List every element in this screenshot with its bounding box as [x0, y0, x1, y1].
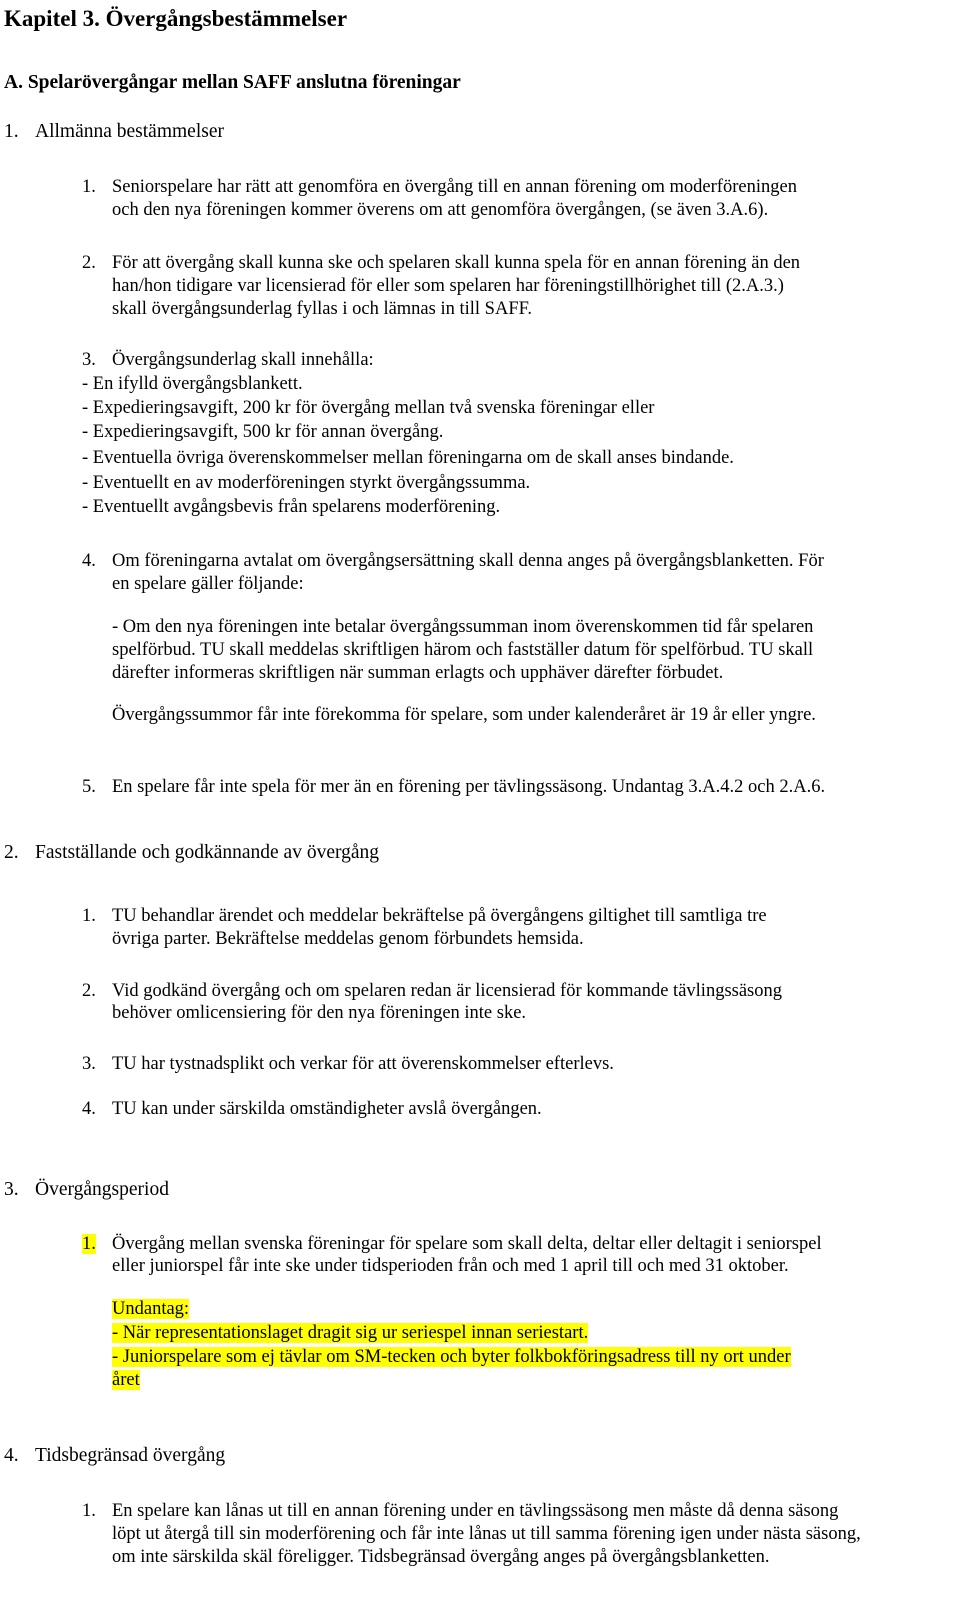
s1-item3-bullet5: - Eventuellt en av moderföreningen styrkt övergångssumma.	[82, 473, 531, 493]
s1-item4-line2: en spelare gäller följande:	[112, 574, 304, 594]
s1-item1-number: 1.	[82, 177, 96, 197]
s1-item3-lead: Övergångsunderlag skall innehålla:	[112, 350, 374, 370]
s1-item5-line1: En spelare får inte spela för mer än en förening per tävlingssäsong. Undantag 3.A.4.2 och 2.A.6.	[112, 777, 826, 797]
s2-item1-number: 1.	[82, 906, 96, 926]
s3-exception-line3	[112, 1369, 140, 1391]
section-1-number: 1.	[4, 121, 19, 142]
s3-exception-line2-text: - Juniorspelare som ej tävlar om SM-tecken och byter folkbokföringsadress till ny ort under	[112, 1347, 791, 1367]
s2-item2-line1: Vid godkänd övergång och om spelaren redan är licensierad för kommande tävlingssäsong	[112, 981, 783, 1001]
section-4-number: 4.	[4, 1445, 19, 1466]
s3-item1-number-highlight: 1.	[82, 1234, 96, 1254]
page-title: Kapitel 3. Övergångsbestämmelser	[4, 6, 348, 31]
s1-item2-number: 2.	[82, 253, 96, 273]
s4-item1-line1: En spelare kan lånas ut till en annan förening under en tävlingssäsong men måste då denna säsong	[112, 1501, 839, 1521]
s1-item3-number: 3.	[82, 350, 96, 370]
s1-item5-number: 5.	[82, 777, 96, 797]
s1-item2-line2: han/hon tidigare var licensierad för eller som spelaren har föreningstillhörighet till (2.A.3.)	[112, 276, 784, 296]
s1-item3-bullet4: - Eventuella övriga överenskommelser mellan föreningarna om de skall anses bindande.	[82, 448, 734, 468]
s1-item4-para1-line2: spelförbud. TU skall meddelas skriftligen härom och fastställer datum för spelförbud. TU skall	[112, 640, 814, 660]
s1-item2-line3: skall övergångsunderlag fyllas i och lämnas in till SAFF.	[112, 299, 533, 319]
s3-exception-line1-text: - När representationslaget dragit sig ur seriespel innan seriestart.	[112, 1323, 589, 1343]
s3-exception-line2	[112, 1346, 791, 1368]
s3-exception-title-text: Undantag:	[112, 1299, 190, 1319]
s1-item3-bullet3: - Expedieringsavgift, 500 kr för annan övergång.	[82, 422, 444, 442]
s1-item2-line1: För att övergång skall kunna ske och spelaren skall kunna spela för en annan förening än den	[112, 253, 801, 273]
section-3-heading: Övergångsperiod	[35, 1179, 169, 1200]
section-4-heading: Tidsbegränsad övergång	[35, 1445, 226, 1466]
s2-item3-line1: TU har tystnadsplikt och verkar för att överenskommelser efterlevs.	[112, 1054, 614, 1074]
section-2-number: 2.	[4, 842, 19, 863]
s3-item1-line2: eller juniorspel får inte ske under tidsperioden från och med 1 april till och med 31 oktober.	[112, 1256, 789, 1276]
s4-item1-line2: löpt ut återgå till sin moderförening och får inte lånas ut till samma förening igen under nästa säsong,	[112, 1524, 861, 1544]
s2-item2-line2: behöver omlicensiering för den nya föreningen inte ske.	[112, 1003, 527, 1023]
page-subtitle: A. Spelarövergångar mellan SAFF anslutna föreningar	[4, 72, 461, 93]
s2-item4-number: 4.	[82, 1099, 96, 1119]
s4-item1-line3: om inte särskilda skäl föreligger. Tidsbegränsad övergång anges på övergångsblanketten.	[112, 1547, 770, 1567]
s3-exception-line1	[112, 1322, 588, 1344]
section-2-heading: Fastställande och godkännande av övergång	[35, 842, 380, 863]
s1-item3-bullet2: - Expedieringsavgift, 200 kr för övergång mellan två svenska föreningar eller	[82, 398, 655, 418]
s2-item1-line1: TU behandlar ärendet och meddelar bekräftelse på övergångens giltighet till samtliga tre	[112, 906, 767, 926]
s1-item1-line1: Seniorspelare har rätt att genomföra en övergång till en annan förening om moderföreningen	[112, 177, 797, 197]
s2-item3-number: 3.	[82, 1054, 96, 1074]
s1-item3-bullet6: - Eventuellt avgångsbevis från spelarens moderförening.	[82, 497, 501, 517]
s1-item4-line1: Om föreningarna avtalat om övergångsersättning skall denna anges på övergångsblanketten. För	[112, 551, 824, 571]
s3-item1-line1: Övergång mellan svenska föreningar för spelare som skall delta, deltar eller deltagit i seniorspel	[112, 1234, 822, 1254]
s4-item1-number: 1.	[82, 1501, 96, 1521]
s2-item4-line1: TU kan under särskilda omständigheter avslå övergången.	[112, 1099, 542, 1119]
s1-item4-para1-line3: därefter informeras skriftligen när summan erlagts och upphäver därefter förbudet.	[112, 663, 724, 683]
s1-item1-line2: och den nya föreningen kommer överens om att genomföra övergången, (se även 3.A.6).	[112, 200, 769, 220]
section-3-number: 3.	[4, 1179, 19, 1200]
s2-item1-line2: övriga parter. Bekräftelse meddelas genom förbundets hemsida.	[112, 929, 584, 949]
s1-item4-para1-line1: - Om den nya föreningen inte betalar övergångssumman inom överenskommen tid får spelaren	[112, 617, 814, 637]
s1-item3-bullet1: - En ifylld övergångsblankett.	[82, 374, 303, 394]
s2-item2-number: 2.	[82, 981, 96, 1001]
s1-item4-number: 4.	[82, 551, 96, 571]
section-1-heading: Allmänna bestämmelser	[35, 121, 224, 142]
s3-item1-number	[82, 1233, 96, 1255]
s3-exception-title	[112, 1298, 189, 1320]
s3-exception-line3-text: året	[112, 1370, 140, 1390]
s1-item4-para2: Övergångssummor får inte förekomma för spelare, som under kalenderåret är 19 år eller yngre.	[112, 705, 816, 725]
